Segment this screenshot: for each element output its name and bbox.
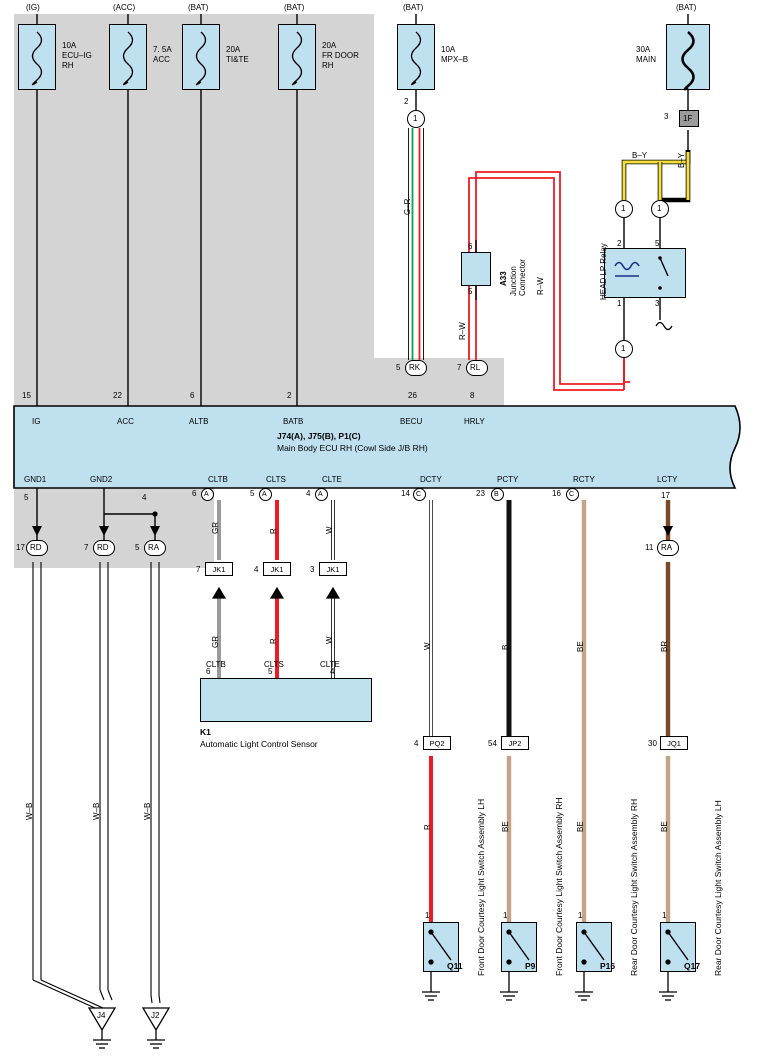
wire-label-be-rcty: BE	[576, 641, 585, 652]
switch-q11-code: Q11	[447, 961, 463, 971]
ground-connector-rd-2-pin: 7	[84, 543, 89, 552]
junction-name-2: Connector	[518, 259, 527, 296]
wire-label-b-pcty: B	[501, 644, 510, 650]
wire-label-gr-lower: GR	[211, 636, 220, 648]
switch-connector-jp2-label: JP2	[508, 739, 522, 748]
wire-label-r-lower: R	[269, 638, 278, 644]
ground-connector-ra-2-label: RA	[661, 543, 673, 552]
relay-pin-3: 3	[655, 299, 660, 308]
connector-pin-2: 2	[404, 97, 409, 106]
fuse-2-rating: 7. 5A	[153, 45, 172, 54]
junction-name-1: Junction	[509, 266, 518, 296]
sensor-pin-num-5: 5	[268, 667, 273, 676]
ecu-pin-num-22: 22	[113, 391, 122, 400]
wire-label-by-1: B–Y	[632, 151, 648, 160]
connector-rk-pin: 5	[396, 363, 401, 372]
fuse-6-source: (BAT)	[676, 3, 697, 12]
ground-j2-label: J2	[151, 1011, 160, 1020]
sensor-name: Automatic Light Control Sensor	[200, 739, 318, 749]
switch-connector-jp2-pin: 54	[488, 739, 497, 748]
connector-rl-label: RL	[470, 363, 481, 372]
fuse-6-name-1: MAIN	[636, 55, 656, 64]
ecu-pin-label-clts: CLTS	[266, 475, 286, 484]
fuse-5-source: (BAT)	[403, 3, 424, 12]
fuse-1-name-1: ECU–IG	[62, 51, 92, 60]
switch-q11-name: Front Door Courtesy Light Switch Assembly LH	[476, 798, 486, 976]
ecu-pin-num-pcty: 23	[476, 489, 485, 498]
relay-pin-1: 1	[617, 299, 622, 308]
connector-rl-pin: 7	[457, 363, 462, 372]
fuse-2-source: (ACC)	[113, 3, 136, 12]
wire-label-be-q17: BE	[660, 821, 669, 832]
ecu-pin-label-batb: BATB	[283, 417, 304, 426]
switch-q11-pin: 1	[425, 911, 430, 920]
sensor-code: K1	[200, 727, 211, 737]
splice-jk1-2-pin: 4	[254, 565, 259, 574]
ground-connector-ra-2-pin: 11	[645, 543, 654, 552]
switch-q17-name: Rear Door Courtesy Light Switch Assembly LH	[713, 800, 723, 976]
ecu-name-line: Main Body ECU RH (Cowl Side J/B RH)	[277, 443, 428, 453]
ecu-code-line: J74(A), J75(B), P1(C)	[277, 431, 361, 441]
junction-code: A33	[499, 271, 508, 286]
fuse-4-name-1: FR DOOR	[322, 51, 359, 60]
ecu-conn-rcty-label: C	[569, 491, 575, 498]
ecu-pin-label-rcty: RCTY	[573, 475, 595, 484]
sensor-pin-num-6: 6	[206, 667, 211, 676]
connector-circle-1-label: 1	[413, 114, 418, 123]
switch-p9-pin: 1	[503, 911, 508, 920]
wire-label-r-upper: R	[269, 528, 278, 534]
ecu-pin-num-dcty: 14	[401, 489, 410, 498]
switch-p9-name: Front Door Courtesy Light Switch Assembly RH	[554, 797, 564, 976]
wire-label-r-q11: R	[423, 824, 432, 830]
sensor-pin-label-cltb: CLTB	[206, 660, 226, 669]
wire-label-rw-1: R–W	[536, 277, 545, 295]
fuse-1-rating: 10A	[62, 41, 77, 50]
fuse-3-rating: 20A	[226, 45, 241, 54]
ecu-pin-num-lcty: 17	[661, 491, 670, 500]
ecu-pin-label-cltb: CLTB	[208, 475, 228, 484]
ecu-pin-label-clte: CLTE	[322, 475, 342, 484]
switch-p16-code: P16	[600, 961, 616, 971]
splice-jk1-3-label: JK1	[326, 565, 340, 574]
ecu-conn-clte-label: A	[318, 491, 323, 498]
ecu-pin-label-altb: ALTB	[189, 417, 209, 426]
wire-label-w-upper: W	[325, 526, 334, 534]
fuse-4-source: (BAT)	[284, 3, 305, 12]
switch-connector-jq1-label: JQ1	[667, 739, 681, 748]
ecu-pin-num-clts: 5	[250, 489, 255, 498]
wire-label-gr: G–R	[403, 198, 412, 215]
ecu-pin-label-dcty: DCTY	[420, 475, 442, 484]
ecu-pin-label-gnd2: GND2	[90, 475, 113, 484]
fuse-1-name-2: RH	[62, 61, 74, 70]
ecu-pin-num-gnd2: 4	[142, 493, 147, 502]
relay-pin-2: 2	[617, 239, 622, 248]
fuse-1-source: (IG)	[26, 3, 40, 12]
splice-jk1-2-label: JK1	[270, 565, 284, 574]
switch-p9-code: P9	[525, 961, 536, 971]
relay-name: HEAD LP Relay	[599, 243, 608, 300]
fuse-2-name-1: ACC	[153, 55, 170, 64]
ecu-pin-label-acc: ACC	[117, 417, 134, 426]
connector-rk-label: RK	[409, 363, 421, 372]
ecu-pin-num-cltb: 6	[192, 489, 197, 498]
wire-label-wb-1: W–B	[25, 802, 34, 820]
wire-label-by-2: B–Y	[677, 152, 686, 168]
ecu-pin-num-8: 8	[470, 391, 475, 400]
wire-label-rw-2: R–W	[458, 322, 467, 340]
fuse-5-rating: 10A	[441, 45, 456, 54]
ecu-pin-label-becu: BECU	[400, 417, 423, 426]
switch-p16-pin: 1	[578, 911, 583, 920]
connector-pin-3: 3	[664, 112, 669, 121]
fuse-6-rating: 30A	[636, 45, 651, 54]
ecu-pin-label-hrly: HRLY	[464, 417, 485, 426]
ecu-pin-num-6: 6	[190, 391, 195, 400]
fuse-3-name-1: TI&TE	[226, 55, 249, 64]
ground-connector-rd-2-label: RD	[97, 543, 109, 552]
ground-connector-rd-1-label: RD	[30, 543, 42, 552]
fuse-4-name-2: RH	[322, 61, 334, 70]
relay-pin-5: 5	[655, 239, 660, 248]
wire-label-w-dcty: W	[423, 642, 432, 650]
ecu-conn-cltb-label: A	[204, 491, 209, 498]
fuse-4-rating: 20A	[322, 41, 337, 50]
junction-pin-bottom: 5	[468, 287, 473, 296]
ecu-pin-num-15: 15	[22, 391, 31, 400]
connector-circle-relay-gnd-label: 1	[621, 344, 626, 353]
ecu-conn-pcty-label: B	[494, 491, 499, 498]
ground-connector-ra-1-pin: 5	[135, 543, 140, 552]
wire-label-br-lcty: BR	[660, 640, 669, 652]
junction-pin-top: 6	[468, 242, 473, 251]
ground-j4-label: J4	[97, 1011, 106, 1020]
wire-label-gr-upper: GR	[211, 522, 220, 534]
ground-connector-ra-1-label: RA	[148, 543, 160, 552]
ecu-pin-label-ig: IG	[32, 417, 41, 426]
fuse-5-name-1: MPX–B	[441, 55, 469, 64]
connector-box-1f-label: 1F	[683, 114, 693, 123]
sensor-pin-label-clte: CLTE	[320, 660, 340, 669]
switch-q17-pin: 1	[662, 911, 667, 920]
switch-connector-pq2-pin: 4	[414, 739, 419, 748]
ecu-pin-label-pcty: PCTY	[497, 475, 519, 484]
ground-connector-rd-1-pin: 17	[16, 543, 25, 552]
splice-jk1-3-pin: 3	[310, 565, 315, 574]
splice-jk1-1-pin: 7	[196, 565, 201, 574]
ecu-conn-clts-label: A	[262, 491, 267, 498]
connector-circle-by-2-label: 1	[657, 204, 662, 213]
fuse-3-source: (BAT)	[188, 3, 209, 12]
wire-label-wb-2: W–B	[92, 802, 101, 820]
wire-label-be-p16: BE	[576, 821, 585, 832]
sensor-pin-label-clts: CLTS	[264, 660, 284, 669]
splice-jk1-1-label: JK1	[212, 565, 226, 574]
ecu-pin-num-rcty: 16	[552, 489, 561, 498]
switch-p16-name: Rear Door Courtesy Light Switch Assembly RH	[629, 798, 639, 976]
ecu-pin-num-gnd1: 5	[24, 493, 29, 502]
ecu-pin-label-lcty: LCTY	[657, 475, 678, 484]
switch-q17-code: Q17	[684, 961, 701, 971]
ecu-pin-num-2: 2	[287, 391, 292, 400]
switch-connector-jq1-pin: 30	[648, 739, 657, 748]
ecu-conn-dcty-label: C	[416, 491, 422, 498]
wire-label-be-p9: BE	[501, 821, 510, 832]
ecu-pin-num-clte: 4	[306, 489, 311, 498]
wire-label-w-lower: W	[325, 636, 334, 644]
switch-connector-pq2-label: PQ2	[429, 739, 445, 748]
ecu-pin-num-26: 26	[408, 391, 417, 400]
sensor-pin-num-4: 4	[330, 667, 335, 676]
connector-circle-by-1-label: 1	[621, 204, 626, 213]
ecu-pin-label-gnd1: GND1	[24, 475, 47, 484]
wire-label-wb-3: W–B	[143, 802, 152, 820]
